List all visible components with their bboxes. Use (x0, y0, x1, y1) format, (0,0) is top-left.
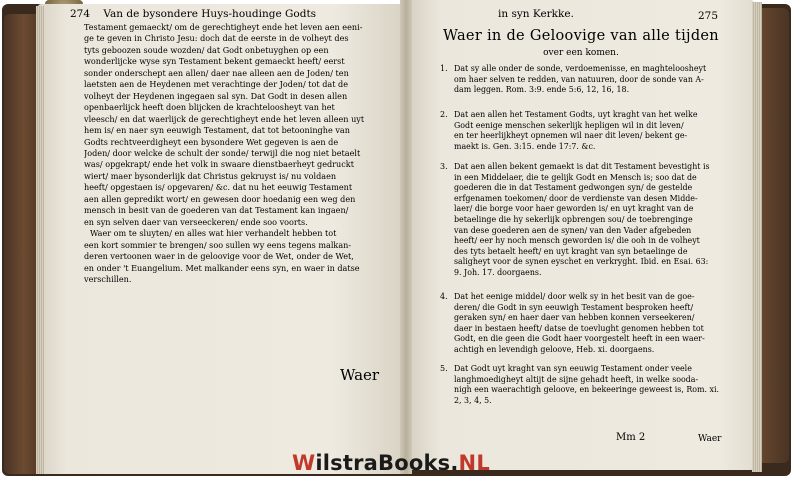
left-text-line: Waer om te sluyten/ en alles wat hier verhandelt hebben tot (90, 228, 337, 239)
item-text-line: des tyts betaelt heeft/ en uyt kraght van syn betaelinge de (454, 246, 688, 256)
item-text-line: betaelinge die hy sekerlijk opbrengen sou/ de toebrenginge (454, 214, 693, 224)
left-body-text (84, 22, 386, 285)
numbered-item (440, 364, 730, 406)
item-text-line: laer/ die borge voor haer geworden is/ en uyt kraght van de (454, 204, 694, 214)
left-text-line: Godts rechtveerdigheyt een bysondere Wet gegeven is aen de (84, 136, 339, 147)
left-text-line: Testament gemaeckt/ om de gerechtigheyt ende het leven aen eeni- (84, 22, 363, 32)
book-gutter (400, 0, 412, 474)
right-running-head (498, 8, 718, 20)
item-number: 5. (440, 364, 448, 373)
numbered-item (440, 162, 730, 279)
left-text-line: laetsten aen de Heydenen met verachtinge der Joden/ tot dat de (84, 79, 349, 90)
item-number: 2. (440, 110, 448, 119)
right-catchword: Waer (698, 434, 722, 444)
left-text-line: was/ opgekrapt/ ende het volk in swaare dienstbaerheyt gedruckt (84, 159, 354, 170)
numbered-item (440, 64, 730, 96)
left-text-line: vleesch/ en dat waerlijck de gerechtigheyt ende het leven alleen uyt (84, 113, 365, 124)
left-text-line: sonder onderschept aen allen/ daer nae alleen aen de Joden/ ten (84, 67, 349, 78)
item-number: 4. (440, 292, 448, 301)
item-text-line: en ter heerlijkheyt opnemen wil naer dit leven/ bekent ge- (454, 131, 688, 141)
item-text-line: Dat het eenige middel/ door welk sy in het besit van de goe- (454, 292, 695, 301)
item-text (454, 64, 730, 96)
section-subtitle: over een komen. (543, 48, 619, 58)
item-text (454, 364, 730, 406)
left-text-line: wiert/ maer bysonderlijk dat Christus gekruyst is/ nu voldaen (84, 170, 337, 181)
left-cover-edge (4, 14, 36, 474)
watermark-part-3: NL (458, 451, 490, 475)
signature-mark: Mm 2 (616, 432, 646, 443)
left-text-line: deren vertoonen waer in de geloovige voor de Wet, onder de Wet, (84, 251, 354, 262)
left-text-line: mensch in besit van de goederen van dat Testament kan ingaen/ (84, 205, 349, 216)
item-text-line: dam leggen. Rom. 3:9. ende 5:6, 12, 16, 18. (454, 85, 630, 95)
left-catchword: Waer (340, 366, 380, 384)
item-text-line: 2, 3, 4, 5. (454, 395, 492, 405)
item-number: 3. (440, 162, 448, 171)
item-text-line: Dat sy alle onder de sonde, verdoemenisse, en maghteloosheyt (454, 64, 707, 73)
item-text-line: Godt, en die geen die Godt haer voorgestelt heeft in een waer- (454, 334, 705, 344)
left-page-number: 274 (70, 8, 91, 20)
left-text-line: openbaerlijck heeft doen blijcken de krachteloosheyt van het (84, 102, 335, 113)
item-text-line: saligheyt voor de synen eyschet en verkryght. Ibid. en Esai. 63: (454, 257, 709, 267)
item-text-line: goederen die in dat Testament gedwongen syn/ de gestelde (454, 183, 693, 193)
item-text-line: van dese goederen aen de synen/ van den Vader afgebeden (454, 225, 692, 235)
section-title: Waer in de Geloovige van alle tijden (443, 28, 719, 44)
left-running-title: Van de bysondere Huys-houdinge Godts (103, 8, 317, 20)
left-text-line: en syn selven daer van verseeckeren/ ende soo voorts. (84, 216, 308, 227)
left-text-line: wonderlijcke wyse syn Testament bekent gemaeckt heeft/ eerst (84, 56, 345, 67)
left-text-line: een kort sommier te brengen/ soo sullen wy eens tegens malkan- (84, 239, 352, 250)
left-text-line: aen allen gepredikt wort/ en gewesen door hoedanig een weg den (84, 193, 356, 204)
item-text (454, 110, 730, 152)
item-text-line: Dat Godt uyt kraght van syn eeuwig Testament onder veele (454, 364, 692, 373)
item-text-line: maekt is. Gen. 3:15. ende 17:7. &c. (454, 141, 596, 151)
item-text-line: daer in bestaen heeft/ datse de toevlught genomen hebben tot (454, 323, 704, 333)
left-text-line: ge te geven in Christo Jesu: doch dat de eerste in de volheyt des (84, 33, 349, 44)
item-text-line: om haer selven te redden, van natuuren, door de sonde van A- (454, 74, 704, 84)
item-text (454, 162, 730, 279)
item-text-line: geraken syn/ en haer daer van hebben konnen verseekeren/ (454, 313, 695, 323)
left-text-line: en onder 't Euangelium. Met malkander eens syn, en waer in datse (84, 262, 360, 273)
item-number: 1. (440, 64, 448, 73)
item-text-line: langhmoedigheyt altijt de sijne gehadt heeft, in welke sooda- (454, 374, 699, 384)
right-page-number: 275 (697, 10, 718, 22)
left-text-line: volheyt der Heydenen ingegaen sal syn. Dat Godt in desen allen (84, 90, 348, 101)
watermark-part-2: ilstraBooks. (315, 451, 459, 475)
left-running-head (70, 8, 390, 20)
left-text-line: verschillen. (84, 273, 132, 284)
item-text-line: nigh een waerachtigh geloove, en bekeeringe geweest is, Rom. xi. (454, 385, 720, 395)
left-page-edges (36, 6, 44, 474)
numbered-item (440, 292, 730, 356)
item-text-line: erfgenamen toekomen/ door de verdienste van desen Midde- (454, 193, 698, 203)
item-text (454, 292, 730, 356)
left-text-line: hem is/ en naer syn eeuwigh Testament, dat tot betooninghe van (84, 125, 350, 136)
item-text-line: Dat aen allen bekent gemaekt is dat dit Testament bevestight is (454, 162, 710, 171)
watermark (292, 451, 490, 475)
right-page-edges (752, 2, 762, 472)
watermark-part-1: W (292, 451, 316, 475)
item-text-line: in een Middelaer, die te gelijk Godt en Mensch is; soo dat de (454, 172, 697, 182)
item-text-line: 9. Joh. 17. doorgaens. (454, 267, 542, 277)
left-text-line: Joden/ door welcke de schult der sonde/ terwijl die nog niet betaelt (84, 147, 361, 158)
numbered-item (440, 110, 730, 152)
item-text-line: heeft/ eer hy noch mensch geworden is/ die ooh in de volheyt (454, 236, 700, 246)
left-text-line: tyts geboozen soude wozden/ dat Godt onbetuyghen op een (84, 44, 329, 55)
left-text-line: heeft/ opgestaen is/ opgevaren/ &c. dat nu het eeuwig Testament (84, 182, 353, 193)
item-text-line: deren/ die Godt in syn eeuwigh Testament besproken heeft/ (454, 302, 694, 312)
right-running-title: in syn Kerkke. (498, 8, 574, 20)
item-text-line: Godt eenige menschen sekerlijk hepligen wil in dit leven/ (454, 120, 684, 130)
item-text-line: achtigh en levendigh geloove, Heb. xi. doorgaens. (454, 344, 655, 354)
item-text-line: Dat aen allen het Testament Godts, uyt kraght van het welke (454, 110, 698, 119)
